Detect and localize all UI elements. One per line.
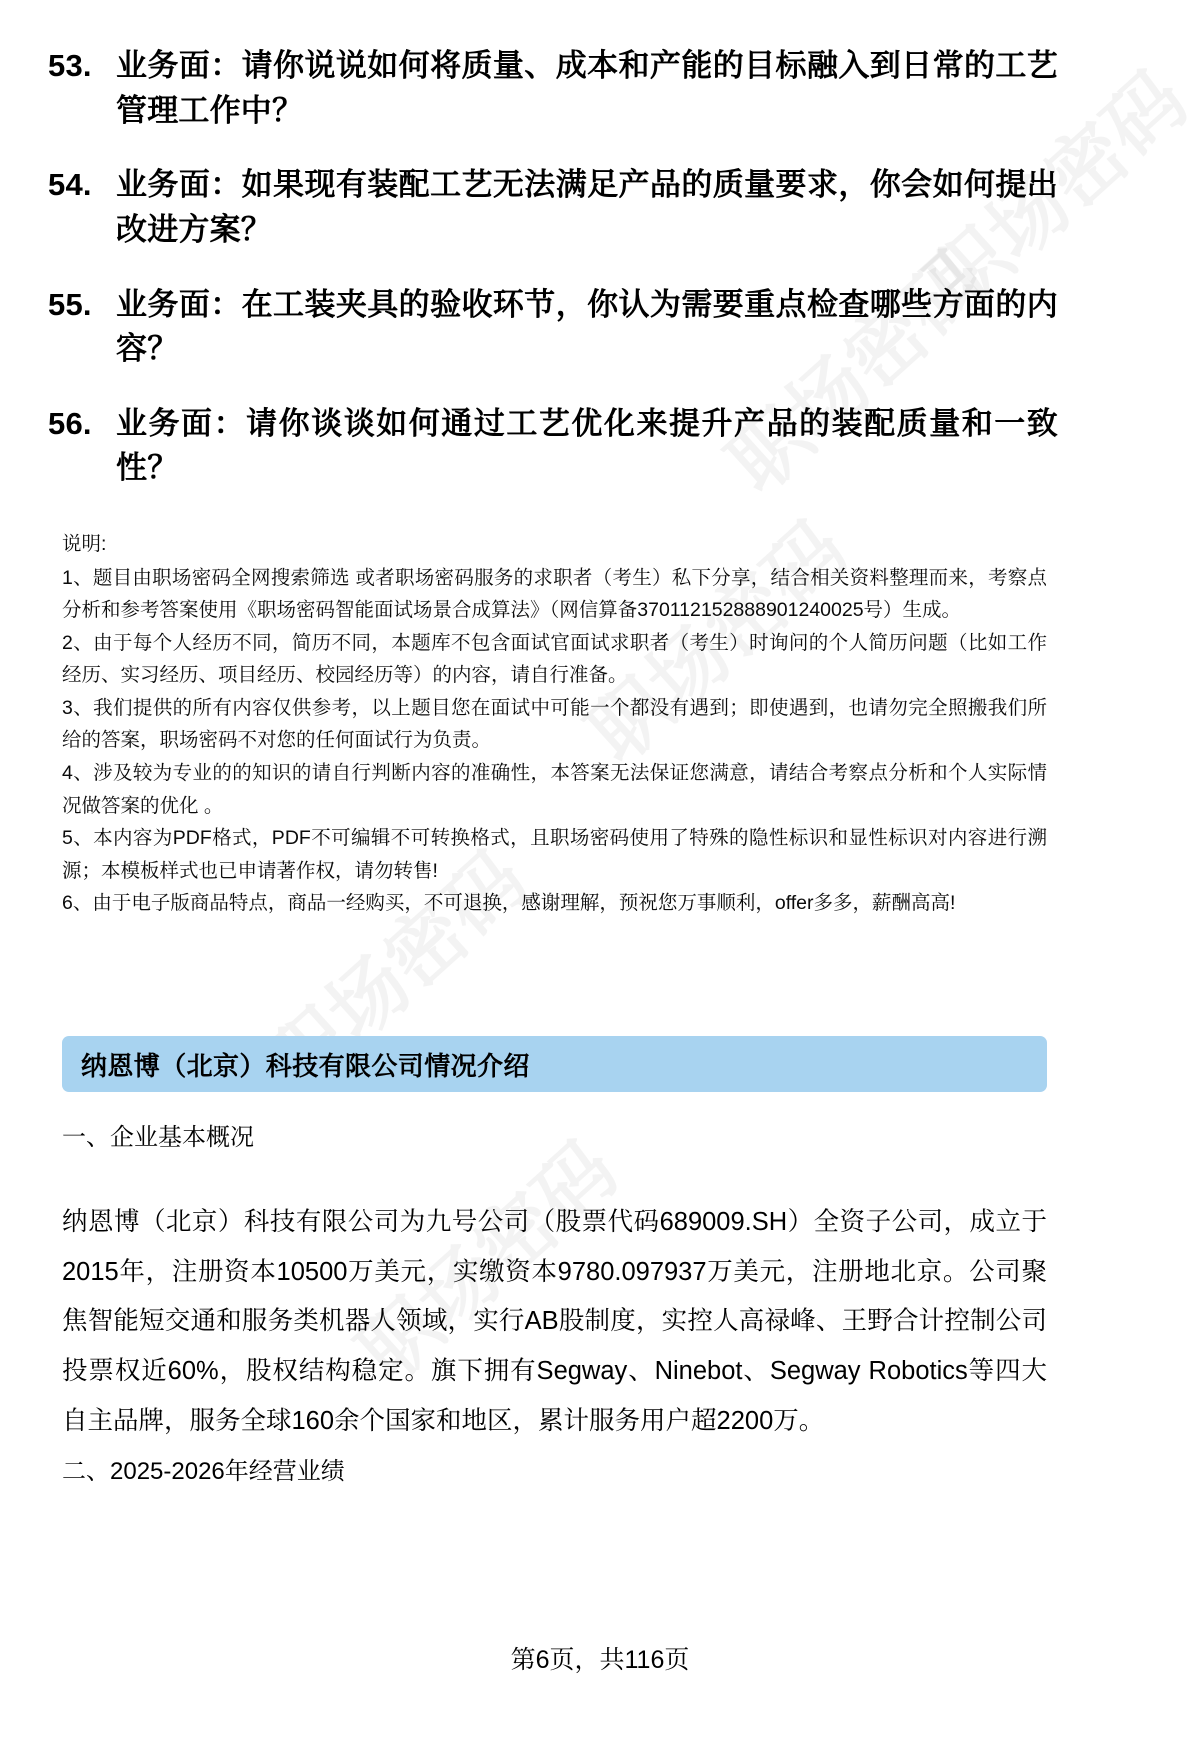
question-item [48,283,1058,372]
question-number: 53. [48,48,92,83]
subsection-heading-overview: 一、企业基本概况 [62,1124,254,1151]
company-section-body [62,1120,1047,1491]
question-item [48,163,1058,252]
question-number: 54. [48,167,92,203]
question-text: 业务面：如果现有装配工艺无法满足产品的质量要求，你会如何提出改进方案？ [116,167,1058,247]
note-item: 6、由于电子版商品特点，商品一经购买，不可退换，感谢理解，预祝您万事顺利，offer多多，薪酬高高! [62,892,956,915]
company-section-title: 纳恩博（北京）科技有限公司情况介绍 [81,1050,530,1081]
note-item: 3、我们提供的所有内容仅供参考，以上题目您在面试中可能一个都没有遇到；即使遇到，也请勿完全照搬我们所给的答案，职场密码不对您的任何面试行为负责。 [62,696,1047,752]
note-item: 1、题目由职场密码全网搜索筛选 或者职场密码服务的求职者（考生）私下分享，结合相关资料整理而来，考察点分析和参考答案使用《职场密码智能面试场景合成算法》（网信算备370112152888901240025号）生成。 [62,566,1047,622]
question-item [48,44,1058,133]
page-footer: 第6页，共116页 [510,1646,690,1674]
question-text: 业务面：请你说说如何将质量、成本和产能的目标融入到日常的工艺管理工作中？ [116,48,1058,128]
notes-heading: 说明: [62,533,107,555]
company-section-header [62,1036,1047,1092]
company-overview-paragraph: 纳恩博（北京）科技有限公司为九号公司（股票代码689009.SH）全资子公司，成立于2015年，注册资本10500万美元，实缴资本9780.097937万美元，注册地北京。公司聚焦智能短交通和服务类机器人领域，实行AB股制度，实控人高禄峰、王野合计控制公司投票权近60%，股权结构稳定。旗下拥有Segway、Ninebot、Segway Robotics等四大自主品牌，服务全球160余个国家和地区，累计服务用户超2200万。 [62,1208,1047,1435]
question-list [48,44,1058,521]
question-text: 业务面：在工装夹具的验收环节，你认为需要重点检查哪些方面的内容？ [116,286,1058,367]
note-item: 5、本内容为PDF格式，PDF不可编辑不可转换格式，且职场密码使用了特殊的隐性标识和显性标识对内容进行溯源；本模板样式也已申请著作权，请勿转售! [62,827,1047,882]
note-item: 4、涉及较为专业的的知识的请自行判断内容的准确性，本答案无法保证您满意，请结合考察点分析和个人实际情况做答案的优化 。 [62,761,1047,817]
question-number: 55. [48,286,92,322]
subsection-heading-performance: 二、2025-2026年经营业绩 [62,1457,345,1485]
note-item: 2、由于每个人经历不同，简历不同，本题库不包含面试官面试求职者（考生）时询问的个人简历问题（比如工作经历、实习经历、项目经历、校园经历等）的内容，请自行准备。 [62,631,1047,687]
question-text: 业务面：请你谈谈如何通过工艺优化来提升产品的装配质量和一致性？ [116,405,1058,486]
question-item [48,402,1058,491]
question-number: 56. [48,405,92,441]
notes-block [62,528,1047,920]
